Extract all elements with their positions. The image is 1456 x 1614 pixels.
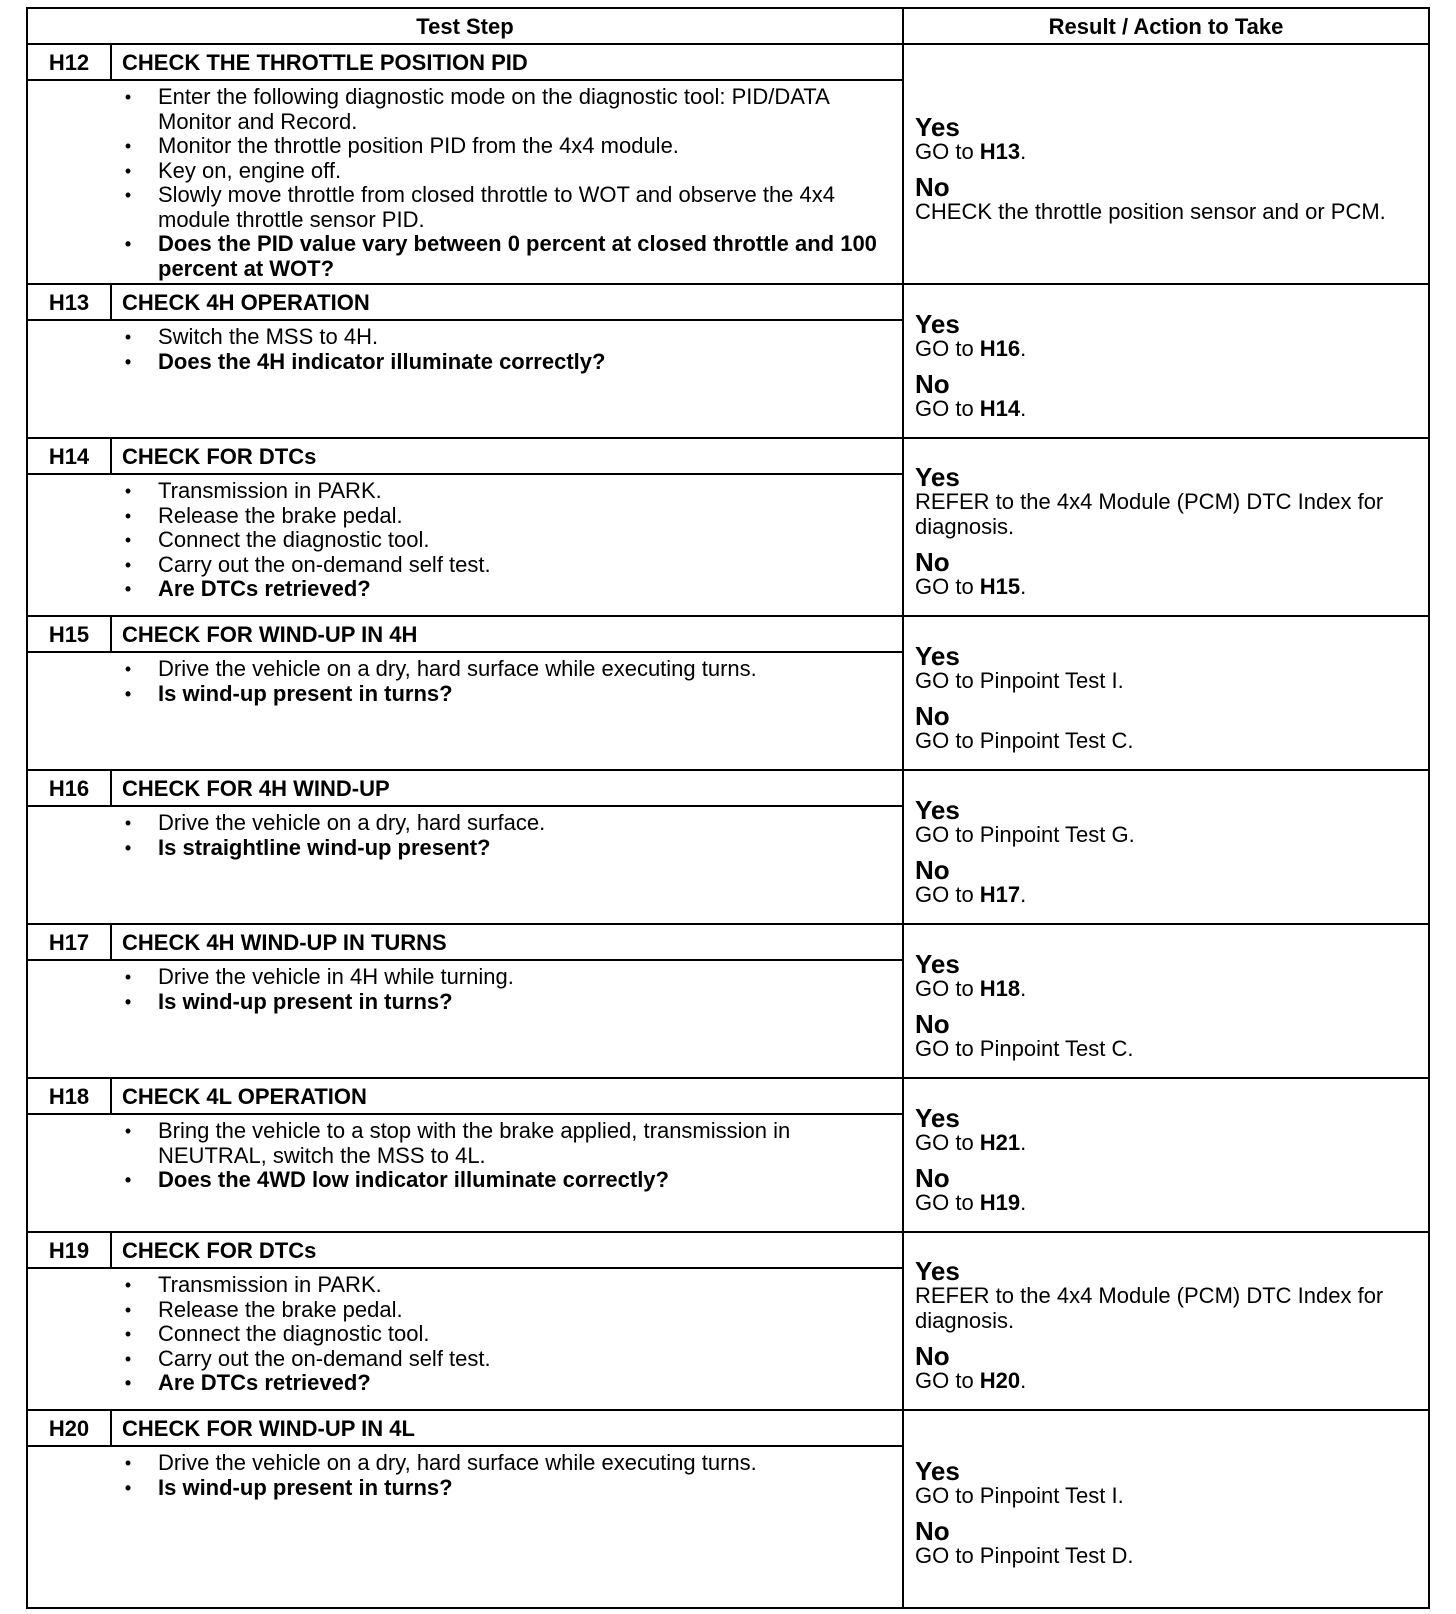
bullet-icon: • <box>124 1299 132 1320</box>
step-bullet-text: Connect the diagnostic tool. <box>158 1321 430 1346</box>
no-action <box>915 200 1425 225</box>
step-id: H16 <box>48 776 90 801</box>
step-title: CHECK THE THROTTLE POSITION PID <box>122 50 528 75</box>
step-question <box>122 1371 902 1396</box>
step-bullet-list <box>122 1451 902 1500</box>
step-question <box>122 350 902 375</box>
bullet-icon: • <box>124 87 132 107</box>
yes-action-ref: H16 <box>979 335 1021 361</box>
bullet-icon: • <box>124 967 132 987</box>
step-question <box>122 990 902 1015</box>
step-bullet-text: Switch the MSS to 4H. <box>158 324 379 349</box>
step-result <box>915 1455 1425 1569</box>
step-title: CHECK 4L OPERATION <box>122 1084 367 1109</box>
no-action-ref: H14 <box>979 396 1021 421</box>
step-result <box>915 464 1425 600</box>
step-bullet-list <box>122 85 902 281</box>
step-result <box>915 948 1425 1062</box>
yes-label: Yes <box>915 948 960 979</box>
step-title: CHECK 4H WIND-UP IN TURNS <box>122 930 447 955</box>
yes-label: Yes <box>915 1256 960 1286</box>
step-id-divider <box>110 285 112 319</box>
step-bullet-text: Bring the vehicle to a stop with the brake applied, transmission in NEUTRAL, switch the MSS to 4L. <box>158 1118 791 1168</box>
step-question-text: Does the 4WD low indicator illuminate correctly? <box>158 1167 669 1192</box>
bullet-icon: • <box>124 351 132 372</box>
step-title: CHECK FOR DTCs <box>122 1238 317 1263</box>
step-bullet-list <box>122 657 902 706</box>
step-title: CHECK 4H OPERATION <box>122 290 370 315</box>
yes-action-suffix: . <box>1020 335 1027 361</box>
step-bullet <box>122 965 902 990</box>
step-result <box>915 794 1425 908</box>
step-bullet <box>122 553 902 578</box>
step-title: CHECK FOR DTCs <box>122 444 317 469</box>
bullet-icon: • <box>124 1373 132 1393</box>
no-action <box>915 1544 1425 1569</box>
yes-action <box>915 1484 1425 1509</box>
step-bullet <box>122 504 902 529</box>
yes-action-text: GO to <box>915 975 980 1001</box>
yes-action-ref: H13 <box>979 138 1021 164</box>
yes-action-text: REFER to the 4x4 Module (PCM) DTC Index for diagnosis. <box>915 1283 1384 1333</box>
step-bullet-text: Slowly move throttle from closed throttle to WOT and observe the 4x4 module throttle sensor PID. <box>158 182 836 232</box>
step-question <box>122 577 902 602</box>
step-id-divider <box>110 1411 112 1445</box>
bullet-icon: • <box>124 1275 132 1295</box>
step-bullet-text: Carry out the on-demand self test. <box>158 1345 491 1371</box>
yes-action-text: GO to Pinpoint Test I. <box>915 1482 1124 1508</box>
step-question-text: Is wind-up present in turns? <box>158 1474 453 1500</box>
no-action-suffix: . <box>1020 574 1027 599</box>
step-bullet-text: Key on, engine off. <box>158 157 342 183</box>
step-question-text: Is wind-up present in turns? <box>158 680 453 706</box>
step-id: H14 <box>48 444 90 469</box>
step-title: CHECK FOR WIND-UP IN 4H <box>122 622 418 647</box>
column-divider <box>902 9 904 1607</box>
yes-action-suffix: . <box>1020 975 1027 1001</box>
step-bullet-text: Transmission in PARK. <box>158 1272 382 1297</box>
step-bullet-list <box>122 1273 902 1396</box>
step-bullet <box>122 1347 902 1372</box>
no-action-ref: H15 <box>979 574 1021 599</box>
step-bullet-list <box>122 965 902 1014</box>
no-label: No <box>915 701 950 731</box>
bullet-icon: • <box>124 1348 132 1369</box>
yes-label: Yes <box>915 462 960 492</box>
bullet-icon: • <box>124 683 132 704</box>
no-action-text: GO to <box>915 882 980 907</box>
step-question-text: Does the PID value vary between 0 percent at closed throttle and 100 percent at WOT? <box>158 231 877 281</box>
bullet-icon: • <box>124 1453 132 1473</box>
bullet-icon: • <box>124 160 132 181</box>
no-action <box>915 575 1425 600</box>
no-action-ref: H17 <box>979 882 1021 907</box>
no-label: No <box>915 855 950 885</box>
bullet-icon: • <box>124 1170 132 1190</box>
step-question-text: Is straightline wind-up present? <box>158 834 491 860</box>
step-question-text: Is wind-up present in turns? <box>158 988 453 1014</box>
no-action-text: GO to Pinpoint Test D. <box>915 1543 1134 1568</box>
header-result-action: Result / Action to Take <box>1048 14 1284 39</box>
no-label: No <box>915 369 950 399</box>
step-bullet <box>122 657 902 682</box>
step-bullet-text: Drive the vehicle on a dry, hard surface while executing turns. <box>158 1450 757 1475</box>
step-question <box>122 836 902 861</box>
no-label: No <box>915 1009 950 1039</box>
no-action-text: GO to Pinpoint Test C. <box>915 728 1134 753</box>
step-result <box>915 640 1425 754</box>
step-result <box>915 1102 1425 1216</box>
no-action-ref: H19 <box>979 1190 1021 1215</box>
step-bullet-list <box>122 325 902 374</box>
yes-action <box>915 490 1425 539</box>
step-bullet <box>122 528 902 553</box>
yes-action <box>915 1131 1425 1156</box>
yes-action-ref: H18 <box>979 975 1021 1001</box>
no-action <box>915 883 1425 908</box>
step-question-text: Are DTCs retrieved? <box>158 576 371 601</box>
no-action <box>915 1369 1425 1394</box>
step-id-divider <box>110 925 112 959</box>
yes-action-text: GO to Pinpoint Test I. <box>915 667 1124 693</box>
yes-action <box>915 1284 1425 1333</box>
step-id-divider <box>110 617 112 651</box>
bullet-icon: • <box>124 1477 132 1498</box>
yes-action-ref: H21 <box>979 1129 1021 1155</box>
no-action-suffix: . <box>1020 396 1027 421</box>
yes-label: Yes <box>915 308 960 339</box>
bullet-icon: • <box>124 234 132 254</box>
yes-action-text: GO to Pinpoint Test G. <box>915 821 1135 847</box>
yes-action-text: GO to <box>915 335 980 361</box>
step-id-divider <box>110 45 112 79</box>
step-id: H15 <box>48 622 90 647</box>
step-question <box>122 232 902 281</box>
step-bullet-text: Drive the vehicle on a dry, hard surface while executing turns. <box>158 656 757 681</box>
no-label: No <box>915 1163 950 1193</box>
step-question-text: Does the 4H indicator illuminate correctly? <box>158 348 606 374</box>
yes-action-text: GO to <box>915 138 980 164</box>
yes-label: Yes <box>915 794 960 825</box>
yes-action-text: GO to <box>915 1129 980 1155</box>
step-bullet-text: Connect the diagnostic tool. <box>158 527 430 552</box>
step-id-divider <box>110 1233 112 1267</box>
step-bullet-text: Release the brake pedal. <box>158 502 403 528</box>
no-action <box>915 1191 1425 1216</box>
no-label: No <box>915 1516 950 1546</box>
bullet-icon: • <box>124 481 132 501</box>
step-bullet-text: Monitor the throttle position PID from the 4x4 module. <box>158 133 679 158</box>
step-bullet <box>122 1298 902 1323</box>
bullet-icon: • <box>124 991 132 1012</box>
step-bullet-list <box>122 479 902 602</box>
yes-action <box>915 669 1425 694</box>
yes-label: Yes <box>915 1102 960 1133</box>
step-title: CHECK FOR WIND-UP IN 4L <box>122 1416 415 1441</box>
bullet-icon: • <box>124 1324 132 1344</box>
no-action-text: GO to <box>915 574 980 599</box>
step-bullet <box>122 183 902 232</box>
step-question-text: Are DTCs retrieved? <box>158 1370 371 1395</box>
step-id: H20 <box>48 1416 90 1441</box>
bullet-icon: • <box>124 136 132 156</box>
yes-action <box>915 977 1425 1002</box>
step-bullet <box>122 811 902 836</box>
yes-action <box>915 337 1425 362</box>
step-question <box>122 1168 902 1193</box>
diagnostic-table <box>26 7 1430 1609</box>
step-bullet <box>122 134 902 159</box>
step-id: H17 <box>48 930 90 955</box>
step-id: H18 <box>48 1084 90 1109</box>
no-action-text: GO to <box>915 396 980 421</box>
step-bullet <box>122 85 902 134</box>
yes-action-suffix: . <box>1020 1129 1027 1155</box>
yes-action <box>915 823 1425 848</box>
step-bullet <box>122 1273 902 1298</box>
step-bullet <box>122 1322 902 1347</box>
bullet-icon: • <box>124 327 132 347</box>
no-action-suffix: . <box>1020 1368 1027 1393</box>
step-id: H13 <box>48 290 90 315</box>
no-action-text: CHECK the throttle position sensor and or PCM. <box>915 199 1386 224</box>
no-action-text: GO to Pinpoint Test C. <box>915 1036 1134 1061</box>
step-id-divider <box>110 439 112 473</box>
step-bullet <box>122 1119 902 1168</box>
step-id: H12 <box>48 50 90 75</box>
step-id: H19 <box>48 1238 90 1263</box>
no-action <box>915 1037 1425 1062</box>
no-label: No <box>915 172 950 202</box>
step-title: CHECK FOR 4H WIND-UP <box>122 776 390 801</box>
no-action <box>915 397 1425 422</box>
bullet-icon: • <box>124 505 132 526</box>
step-bullet-text: Drive the vehicle in 4H while turning. <box>158 964 514 989</box>
step-bullet-text: Drive the vehicle on a dry, hard surface. <box>158 810 546 835</box>
step-bullet-text: Release the brake pedal. <box>158 1296 403 1322</box>
step-bullet-list <box>122 1119 902 1193</box>
step-bullet <box>122 325 902 350</box>
yes-action <box>915 140 1425 165</box>
step-id-divider <box>110 1079 112 1113</box>
yes-action-text: REFER to the 4x4 Module (PCM) DTC Index for diagnosis. <box>915 489 1384 539</box>
step-question <box>122 1476 902 1501</box>
step-bullet <box>122 479 902 504</box>
yes-label: Yes <box>915 1455 960 1486</box>
bullet-icon: • <box>124 1121 132 1141</box>
bullet-icon: • <box>124 659 132 679</box>
step-bullet-text: Transmission in PARK. <box>158 478 382 503</box>
no-label: No <box>915 1341 950 1371</box>
no-action <box>915 729 1425 754</box>
bullet-icon: • <box>124 837 132 858</box>
step-bullet-text: Carry out the on-demand self test. <box>158 551 491 577</box>
no-action-suffix: . <box>1020 882 1027 907</box>
header-test-step: Test Step <box>416 14 514 39</box>
bullet-icon: • <box>124 185 132 205</box>
step-bullet-text: Enter the following diagnostic mode on the diagnostic tool: PID/DATA Monitor and Record. <box>158 84 829 134</box>
bullet-icon: • <box>124 554 132 575</box>
no-action-suffix: . <box>1020 1190 1027 1215</box>
step-bullet-list <box>122 811 902 860</box>
step-question <box>122 682 902 707</box>
bullet-icon: • <box>124 579 132 599</box>
no-label: No <box>915 547 950 577</box>
bullet-icon: • <box>124 530 132 550</box>
step-id-divider <box>110 771 112 805</box>
yes-label: Yes <box>915 111 960 142</box>
step-bullet <box>122 1451 902 1476</box>
step-bullet <box>122 159 902 184</box>
step-result <box>915 111 1425 225</box>
yes-label: Yes <box>915 640 960 671</box>
bullet-icon: • <box>124 813 132 833</box>
no-action-ref: H20 <box>979 1368 1021 1393</box>
no-action-text: GO to <box>915 1190 980 1215</box>
no-action-text: GO to <box>915 1368 980 1393</box>
yes-action-suffix: . <box>1020 138 1027 164</box>
step-result <box>915 1258 1425 1394</box>
step-result <box>915 308 1425 422</box>
